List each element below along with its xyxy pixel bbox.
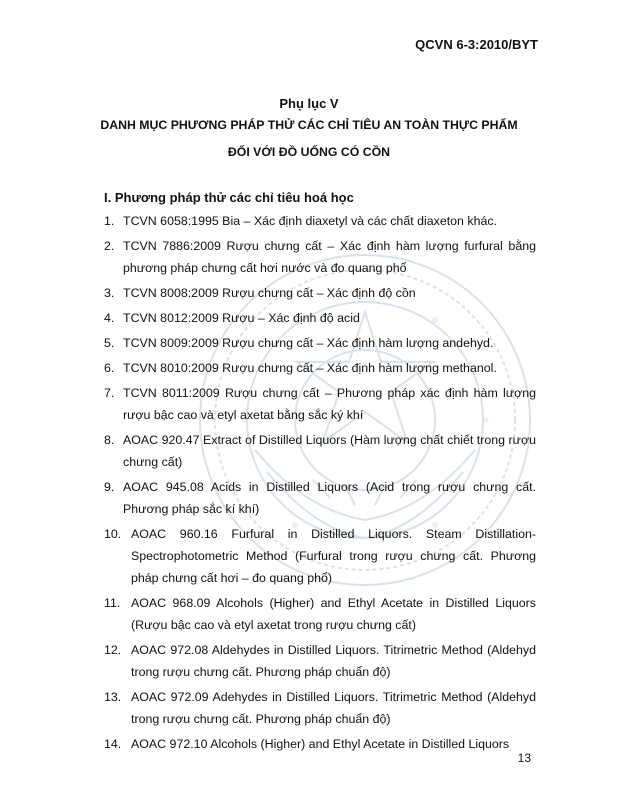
title-line-2: ĐỐI VỚI ĐỒ UỐNG CÓ CỒN <box>227 145 391 159</box>
item-number: 3. <box>104 286 115 300</box>
list-item <box>104 592 536 636</box>
list-item <box>104 357 536 379</box>
item-text: AOAC 972.08 Aldehydes in Distilled Liquors. Titrimetric Method (Aldehyd trong rượu chưng cất. Phương pháp chuẩn độ) <box>131 643 536 679</box>
list-item <box>104 639 536 683</box>
item-number: 13. <box>104 690 122 704</box>
item-text: AOAC 972.10 Alcohols (Higher) and Ethyl Acetate in Distilled Liquors <box>131 737 510 751</box>
list-item <box>104 686 536 730</box>
item-number: 10. <box>104 527 122 541</box>
item-text: TCVN 7886:2009 Rượu chưng cất – Xác định hàm lượng furfural bằng phương pháp chưng cất hơi nước và đo quang phổ <box>123 239 536 275</box>
list-item <box>104 476 536 520</box>
item-number: 12. <box>104 643 122 657</box>
section-heading: I. Phương pháp thử các chỉ tiêu hoá học <box>104 190 354 205</box>
item-number: 6. <box>104 361 115 375</box>
list-item <box>104 210 536 232</box>
item-number: 9. <box>104 480 115 494</box>
item-number: 5. <box>104 336 115 350</box>
list-item <box>104 523 536 589</box>
item-text: TCVN 8012:2009 Rượu – Xác định độ acid <box>123 311 360 325</box>
item-number: 7. <box>104 386 115 400</box>
item-text: TCVN 8009:2009 Rượu chưng cất – Xác định hàm lượng andehyd. <box>123 336 494 350</box>
item-text: AOAC 960.16 Furfural in Distilled Liquors. Steam Distillation-Spectrophotometric Method (Furfural trong rượu chưng cất. Phương pháp chưng cất hơi – đo quang phổ) <box>131 527 536 585</box>
list-item <box>104 307 536 329</box>
item-number: 8. <box>104 433 115 447</box>
item-text: TCVN 8010:2009 Rượu chưng cất – Xác định hàm lượng methanol. <box>123 361 497 375</box>
item-text: AOAC 972.09 Adehydes in Distilled Liquors. Titrimetric Method (Aldehyd trong rượu chưng cất. Phương pháp chuẩn độ) <box>131 690 536 726</box>
item-text: AOAC 920.47 Extract of Distilled Liquors (Hàm lượng chất chiết trong rượu chưng cất) <box>123 433 536 469</box>
list-item <box>104 235 536 279</box>
method-list <box>104 210 536 758</box>
appendix-label: Phụ lục V <box>279 96 339 111</box>
page-number: 13 <box>517 751 531 765</box>
item-number: 4. <box>104 311 115 325</box>
list-item <box>104 332 536 354</box>
document-title <box>60 112 558 166</box>
item-text: TCVN 8011:2009 Rượu chưng cất – Phương pháp xác định hàm lượng rượu bậc cao và etyl axetat bằng sắc ký khí <box>123 386 536 422</box>
title-line-1: DANH MỤC PHƯƠNG PHÁP THỬ CÁC CHỈ TIÊU AN TOÀN THỰC PHẨM <box>100 118 518 132</box>
item-text: AOAC 968.09 Alcohols (Higher) and Ethyl Acetate in Distilled Liquors (Rượu bậc cao và etyl axetat trong rượu chưng cất) <box>131 596 536 632</box>
item-text: AOAC 945.08 Acids in Distilled Liquors (Acid trong rượu chưng cất. Phương pháp sắc kí khí) <box>123 480 536 516</box>
item-text: TCVN 6058:1995 Bia – Xác định diaxetyl và các chất diaxeton khác. <box>123 214 498 228</box>
item-number: 1. <box>104 214 115 228</box>
item-number: 11. <box>104 596 121 610</box>
item-number: 14. <box>104 737 122 751</box>
list-item <box>104 282 536 304</box>
item-number: 2. <box>104 239 115 253</box>
list-item <box>104 382 536 426</box>
item-text: TCVN 8008:2009 Rượu chưng cất – Xác định độ cồn <box>123 286 416 300</box>
list-item <box>104 429 536 473</box>
document-code-header: QCVN 6-3:2010/BYT <box>415 37 538 52</box>
list-item <box>104 733 536 755</box>
